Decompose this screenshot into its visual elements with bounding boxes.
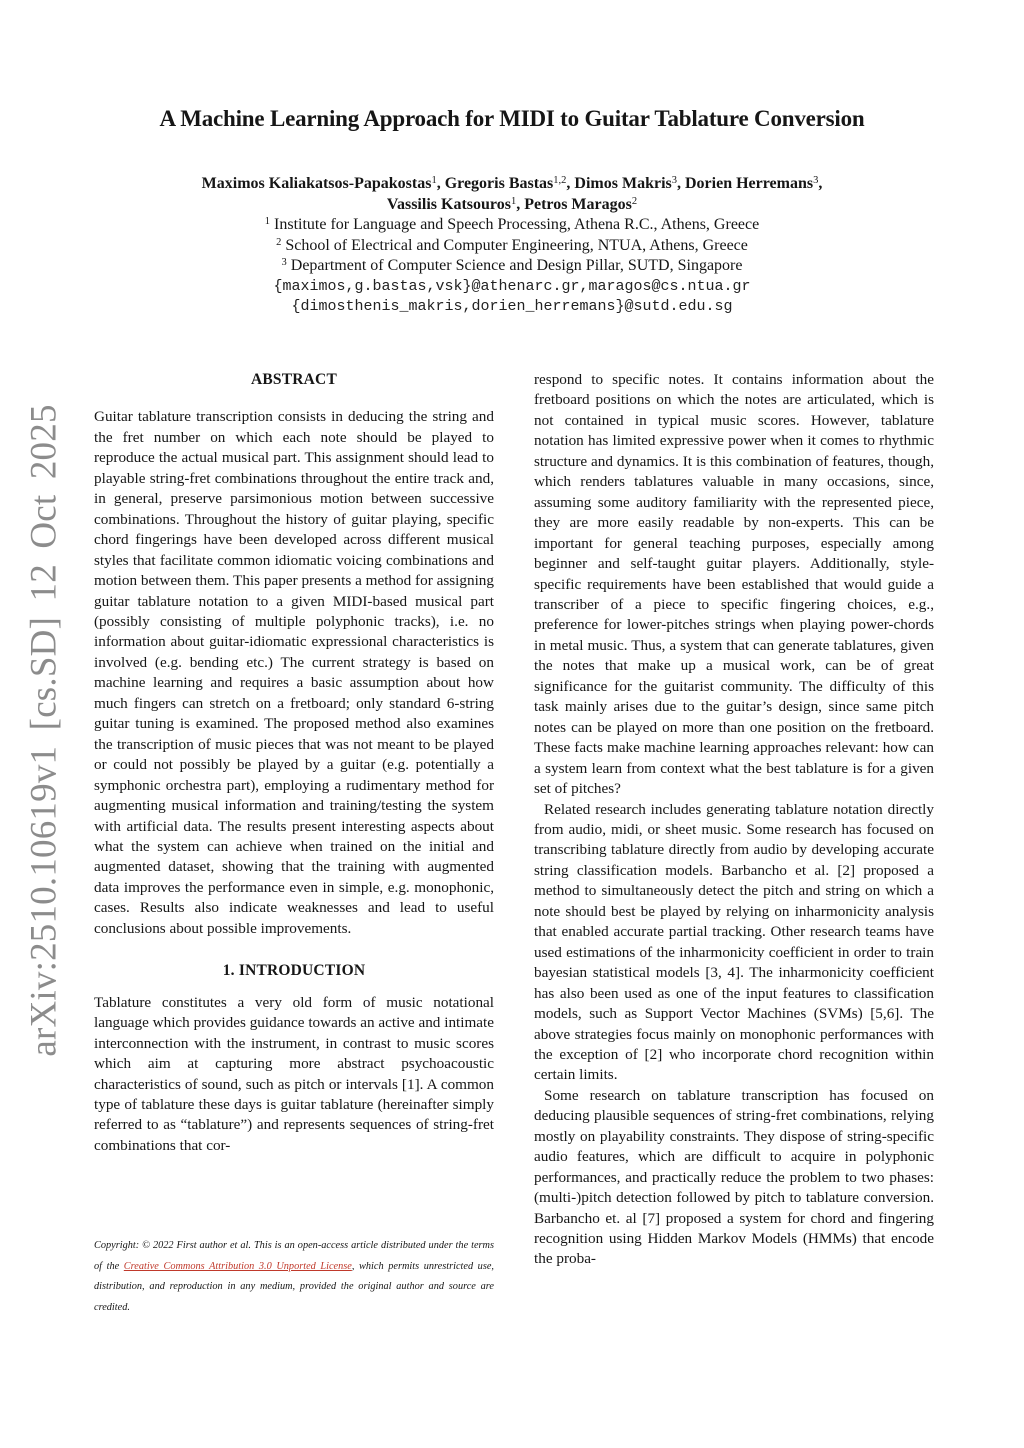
arxiv-id-text: arXiv:2510.10619v1 [cs.SD] 12 Oct 2025	[23, 403, 65, 1057]
author: Dorien Herremans$^3$,	[684, 175, 823, 192]
intro-paragraph: Tablature constitutes a very old form of music notational language which provides guidance towards an active and intimate interconnection with the instrument, in contrast to music scores which aim at capturing more abstract psychoacoustic characteristics of sound, such as pitch or intervals [1]. A common type of tablature these days is guitar tablature (hereinafter simply referred to as “tablature”) and represents sequences of string-fret combinations that cor-	[94, 993, 494, 1154]
author: Maximos Kaliakatsos-Papakostas$^1$,	[201, 175, 441, 192]
body-paragraph: Some research on tablature transcription has focused on deducing plausible sequences of string-fret combinations, relying mostly on playability constraints. They dispose of string-specific audio features, which are difficult to acquire in polyphonic performances, and practically reduce the problem to two phases: (multi-)pitch detection followed by pitch to tablature conversion. Barbancho et. al [7] proposed a system for chord and fingering recognition using Hidden Markov Models (HMMs) that encode the proba-	[534, 1086, 934, 1268]
body-paragraph: Related research includes generating tablature notation directly from audio, midi, or sheet music. Some research has focused on transcribing tablature directly from audio by developing accurate string classification models. Barbancho et al. [2] proposed a method to simultaneously detect the pitch and string on which a note should best be played by relying on inharmonicity analysis that enabled accurate partial tracking. Other research teams have used estimations of the inharmonicity coefficient in order to train bayesian statistical models [3, 4]. The inharmonicity coefficient has also been used as one of the input features to classification models, such as Support Vector Machines (SVMs) [5,6]. The above strategies focus mainly on monophonic performances with the exception of [2] who incorporate chord recognition within certain limits.	[534, 800, 934, 1084]
affiliation: $^2$ School of Electrical and Computer Engineering, NTUA, Athens, Greece	[276, 236, 748, 254]
body-paragraph: respond to specific notes. It contains information about the fretboard positions on which the notes are articulated, which is not contained in typical music scores. However, tablature notation has limited expressive power when it comes to rhythmic structure and dynamics. It is this combination of features, though, which renders tablatures valuable in many occasions, since, assuming some auditory familiarity with the represented piece, they are more easily readable by non-experts. This can be important for general teaching purposes, especially among beginner and self-taught guitar players. Additionally, style-specific requirements have been established that would guide a transcriber of a piece to specific fingering choices, e.g., preference for lower-pitches strings when playing power-chords in metal music. Thus, a system that can generate tablatures, given the notes that make up a musical work, can be of great significance for the guitarist community. The difficulty of this task mainly arises due to the guitar’s design, since same pitch notes can be played on more than one position on the fretboard. These facts make machine learning approaches relevant: how can a system learn from context what the best tablature is for a given set of pitches?	[534, 371, 934, 798]
email-line: {maximos,g.bastas,vsk}@athenarc.gr,maragos@cs.ntua.gr	[273, 277, 751, 295]
author: Dimos Makris$^3$,	[574, 175, 681, 192]
license-link[interactable]: Creative Commons Attribution 3.0 Unported License	[123, 1260, 352, 1272]
author-list	[0, 174, 1024, 215]
abstract-heading: ABSTRACT	[250, 371, 337, 388]
email-line: {dimosthenis_makris,dorien_herremans}@sutd.edu.sg	[291, 298, 733, 315]
affiliation: $^1$ Institute for Language and Speech Processing, Athena R.C., Athens, Greece	[264, 216, 760, 233]
copyright-notice: Copyright: © 2022 First author et al. This is an open-access article distributed under the terms of the Creative Commons Attribution 3.0 Unported License, which permits unrestricted use, distribution, and reproduction in any medium, provided the original author and source are credited.	[94, 1240, 494, 1313]
abstract-text: Guitar tablature transcription consists in deducing the string and the fret number on which each note should be played to reproduce the actual musical part. This assignment should lead to playable string-fret combinations throughout the entire track and, in general, preserve parsimonious motion between successive combinations. Throughout the history of guitar playing, specific chord fingerings have been developed across different musical styles that facilitate common idiomatic voicing combinations and motion between them. This paper presents a method for assigning guitar tablature notation to a given MIDI-based musical part (possibly consisting of multiple polyphonic tracks), i.e. no information about guitar-idiomatic expressional characteristics is involved (e.g. bending etc.) The current strategy is based on machine learning and requires a basic assumption about how much fingers can stretch on a fretboard; only standard 6-string guitar tuning is examined. The proposed method also examines the transcription of music pieces that was not meant to be played or could not possibly be played by a guitar (e.g. potentially a symphonic orchestra part), employing a rudimentary method for augmenting musical information and training/testing the system with artificial data. The results present interesting aspects about what the system can achieve when trained on the initial and augmented dataset, showing that the training with augmented data improves the performance even in simple, e.g. monophonic, cases. Results also indicate weaknesses and lead to useful conclusions about possible improvements.	[94, 408, 494, 937]
author-block	[0, 174, 1024, 318]
author: Gregoris Bastas$^{1,2}$,	[444, 175, 571, 192]
affiliation: $^3$ Department of Computer Science and Design Pillar, SUTD, Singapore	[281, 257, 743, 274]
author: Petros Maragos$^2$	[524, 195, 638, 213]
introduction-heading: 1. INTRODUCTION	[222, 962, 366, 980]
arxiv-sidebar-identifier	[18, 403, 70, 1057]
author: Vassilis Katsouros$^1$,	[386, 195, 521, 213]
right-column	[534, 370, 934, 1270]
left-column	[94, 370, 494, 1156]
paper-title: A Machine Learning Approach for MIDI to Guitar Tablature Conversion	[159, 106, 865, 131]
